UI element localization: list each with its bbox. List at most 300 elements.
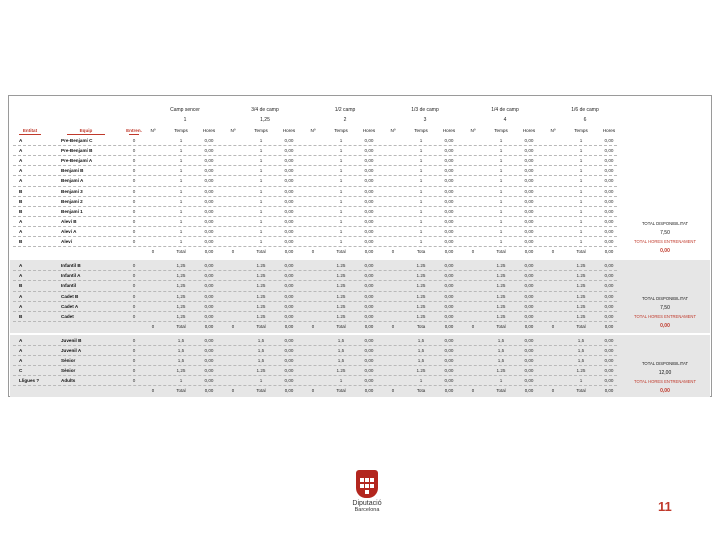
group-title: 3/4 de camp [251,107,279,113]
table-cell-temps: 1,5 [577,337,585,343]
diputacio-emblem-icon [356,470,378,498]
table-cell-hores: 0,00 [364,158,374,164]
total-label: Tota [416,323,426,329]
table-cell-temps: 1 [579,208,583,214]
table-cell-entitat: B [19,198,23,204]
table-cell-entren: 0 [132,168,136,174]
table-cell-hores: 0,00 [524,158,534,164]
table-cell-temps: 1.25 [256,293,266,299]
total-num: 0 [471,323,475,329]
table-cell-entren: 0 [132,178,136,184]
table-cell-entitat: A [19,337,23,343]
table-cell-entitat: B [19,313,23,319]
table-cell-temps: 1 [179,158,183,164]
total-label: Total [496,249,506,255]
table-cell-temps: 1 [499,239,503,244]
table-cell-hores: 0,00 [204,348,214,353]
table-cell-temps: 1 [579,168,583,174]
table-cell-temps: 1.25 [576,273,586,279]
row-divider [13,301,617,302]
table-cell-hores: 0,00 [364,368,374,374]
total-num: 0 [471,249,475,255]
table-cell-temps: 1.25 [496,263,506,269]
table-cell-temps: 1 [499,378,503,384]
table-cell-entitat: A [19,303,23,309]
table-cell-hores: 0,00 [284,283,294,289]
total-hores: 0,00 [284,249,294,255]
table-cell-temps: 1 [179,138,183,143]
table-cell-temps: 1 [419,188,423,194]
table-cell-hores: 0,00 [364,263,374,269]
col-header-hores: Hores [362,128,376,133]
table-cell-hores: 0,00 [284,273,294,279]
table-cell-temps: 1 [499,178,503,184]
diputacio-logo [347,470,387,526]
total-label: Total [176,249,186,255]
col-header-hores: Hores [282,128,296,133]
table-cell-hores: 0,00 [524,368,534,374]
table-cell-entren: 0 [132,198,136,204]
table-cell-hores: 0,00 [444,228,454,234]
total-entrenament-label: TOTAL HORES ENTRENAMENT [633,313,697,319]
table-cell-hores: 0,00 [524,138,534,143]
table-cell-hores: 0,00 [204,283,214,289]
row-divider [13,246,617,247]
table-cell-temps: 1 [499,198,503,204]
total-num: 0 [391,323,395,329]
table-cell-temps: 1.25 [496,273,506,279]
table-cell-temps: 1,5 [177,348,185,353]
table-cell-hores: 0,00 [284,148,294,154]
table-cell-entitat: B [19,188,23,194]
table-cell-temps: 1 [579,228,583,234]
table-cell-hores: 0,00 [524,348,534,353]
row-divider [13,196,617,197]
col-header-temps: Temps [574,128,588,133]
table-cell-hores: 0,00 [604,358,614,364]
table-cell-hores: 0,00 [284,188,294,194]
table-cell-temps: 1.25 [416,313,426,319]
table-cell-hores: 0,00 [444,303,454,309]
table-cell-temps: 1 [179,378,183,384]
total-num: 0 [151,249,155,255]
total-hores: 0,00 [444,249,454,255]
total-hores: 0,00 [204,388,214,394]
table-cell-temps: 1 [499,148,503,154]
table-cell-entren: 0 [132,148,136,154]
table-cell-hores: 0,00 [444,218,454,224]
table-cell-entitat: B [19,208,23,214]
group-divisor: 1,25 [260,117,270,123]
table-cell-temps: 1 [179,228,183,234]
table-cell-entitat: B [19,283,23,289]
table-cell-hores: 0,00 [524,228,534,234]
table-cell-hores: 0,00 [204,208,214,214]
table-cell-temps: 1 [259,228,263,234]
table-cell-temps: 1 [579,178,583,184]
table-cell-hores: 0,00 [284,178,294,184]
table-cell-entren: 0 [132,368,136,374]
table-cell-equip: Cadet B [61,293,79,299]
table-cell-temps: 1.25 [336,368,346,374]
table-cell-temps: 1 [419,138,423,143]
table-cell-equip: Pre-Benjamí A [61,158,93,164]
row-divider [13,216,617,217]
table-cell-entren: 0 [132,378,136,384]
table-cell-hores: 0,00 [204,303,214,309]
table-cell-temps: 1 [419,178,423,184]
table-cell-hores: 0,00 [284,313,294,319]
table-cell-hores: 0,00 [364,313,374,319]
table-cell-hores: 0,00 [444,293,454,299]
row-divider [13,355,617,356]
table-cell-hores: 0,00 [204,178,214,184]
total-num: 0 [551,323,555,329]
table-cell-hores: 0,00 [204,158,214,164]
table-cell-temps: 1,25 [176,263,186,269]
col-header-temps: Temps [254,128,268,133]
table-cell-hores: 0,00 [604,148,614,154]
row-divider [13,186,617,187]
table-cell-hores: 0,00 [284,228,294,234]
table-cell-entitat: A [19,158,23,164]
table-cell-hores: 0,00 [364,138,374,143]
row-divider [13,345,617,346]
table-cell-hores: 0,00 [444,138,454,143]
table-cell-hores: 0,00 [444,313,454,319]
table-cell-temps: 1 [419,239,423,244]
table-cell-temps: 1,25 [176,283,186,289]
table-cell-temps: 1.25 [336,263,346,269]
total-label: Total [336,323,346,329]
table-cell-temps: 1.25 [416,273,426,279]
table-cell-hores: 0,00 [524,337,534,343]
total-label: Total [176,323,186,329]
table-cell-temps: 1,5 [577,348,585,353]
table-cell-equip: Sènior [61,368,76,374]
table-cell-hores: 0,00 [364,228,374,234]
table-cell-temps: 1 [179,148,183,154]
table-cell-temps: 1.25 [256,263,266,269]
total-label: Total [496,323,506,329]
table-cell-temps: 1 [179,188,183,194]
table-cell-entitat: A [19,348,23,353]
table-cell-hores: 0,00 [204,368,214,374]
col-header-num: Nº [230,128,236,133]
table-cell-hores: 0,00 [364,348,374,353]
table-cell-hores: 0,00 [524,178,534,184]
table-cell-hores: 0,00 [604,208,614,214]
total-num: 0 [311,323,315,329]
table-cell-temps: 1,25 [176,293,186,299]
table-cell-hores: 0,00 [204,358,214,364]
row-divider [13,165,617,166]
row-divider [13,145,617,146]
table-cell-hores: 0,00 [364,168,374,174]
table-cell-temps: 1 [339,168,343,174]
row-divider [13,375,617,376]
table-cell-hores: 0,00 [444,273,454,279]
table-cell-temps: 1 [419,218,423,224]
table-cell-hores: 0,00 [604,218,614,224]
table-cell-hores: 0,00 [204,228,214,234]
table-cell-entitat: B [19,239,23,244]
table-cell-hores: 0,00 [204,168,214,174]
total-num: 0 [231,249,235,255]
total-label: Total [256,323,266,329]
table-cell-hores: 0,00 [524,303,534,309]
table-cell-hores: 0,00 [524,208,534,214]
table-cell-entren: 0 [132,358,136,364]
table-cell-hores: 0,00 [364,208,374,214]
table-cell-hores: 0,00 [604,303,614,309]
table-cell-temps: 1,5 [417,348,425,353]
table-cell-temps: 1 [499,138,503,143]
total-num: 0 [151,323,155,329]
table-cell-hores: 0,00 [364,178,374,184]
col-header-equip: Equip [79,128,93,133]
table-cell-hores: 0,00 [284,198,294,204]
table-cell-temps: 1.25 [256,313,266,319]
table-cell-temps: 1 [419,378,423,384]
table-cell-hores: 0,00 [604,378,614,384]
table-cell-hores: 0,00 [444,198,454,204]
table-cell-temps: 1.25 [336,303,346,309]
table-cell-temps: 1.25 [496,293,506,299]
table-cell-hores: 0,00 [204,337,214,343]
table-cell-temps: 1,5 [337,358,345,364]
table-cell-hores: 0,00 [524,148,534,154]
table-cell-temps: 1,25 [176,313,186,319]
row-divider [13,236,617,237]
total-label: Total [336,388,346,394]
table-cell-hores: 0,00 [204,218,214,224]
table-cell-hores: 0,00 [524,358,534,364]
table-cell-hores: 0,00 [524,273,534,279]
table-cell-hores: 0,00 [204,148,214,154]
col-header-num: Nº [310,128,316,133]
table-cell-hores: 0,00 [524,239,534,244]
table-cell-temps: 1 [419,148,423,154]
table-cell-equip: Pre-Benjamí B [61,148,93,154]
table-cell-entren: 0 [132,283,136,289]
table-cell-temps: 1 [579,239,583,244]
table-cell-temps: 1.25 [416,368,426,374]
table-cell-hores: 0,00 [284,368,294,374]
total-num: 0 [391,388,395,394]
table-cell-hores: 0,00 [604,138,614,143]
table-cell-temps: 1 [499,168,503,174]
table-cell-entitat: A [19,148,23,154]
table-cell-hores: 0,00 [604,273,614,279]
table-cell-temps: 1 [259,208,263,214]
table-cell-temps: 1.25 [256,283,266,289]
table-cell-hores: 0,00 [524,313,534,319]
table-cell-hores: 0,00 [444,178,454,184]
table-cell-hores: 0,00 [444,337,454,343]
table-cell-hores: 0,00 [284,263,294,269]
group-title: 1/4 de camp [491,107,519,113]
total-hores: 0,00 [524,249,534,255]
total-entrenament-value: 0,00 [660,322,670,329]
total-label: Total [576,323,586,329]
spreadsheet-table [8,95,712,397]
col-header-entitat: Entitat [22,128,38,133]
table-cell-temps: 1 [259,168,263,174]
table-cell-temps: 1 [339,158,343,164]
total-label: Tota [416,388,426,394]
table-cell-hores: 0,00 [204,198,214,204]
table-cell-hores: 0,00 [444,358,454,364]
total-hores: 0,00 [364,323,374,329]
table-cell-hores: 0,00 [604,198,614,204]
row-divider [13,365,617,366]
row-divider [13,385,617,386]
table-cell-hores: 0,00 [524,293,534,299]
table-cell-equip: Aleví [61,239,72,244]
total-hores: 0,00 [604,388,614,394]
table-cell-equip: Juvenil A [61,348,82,353]
total-num: 0 [311,388,315,394]
total-label: Total [176,388,186,394]
total-hores: 0,00 [524,323,534,329]
header-underline [129,134,139,135]
group-divisor: 6 [583,117,587,123]
group-title: 1/3 de camp [411,107,439,113]
table-cell-hores: 0,00 [444,208,454,214]
table-cell-hores: 0,00 [604,239,614,244]
table-cell-equip: Infantil A [61,273,81,279]
table-cell-entren: 0 [132,218,136,224]
row-divider [13,175,617,176]
table-cell-equip: Benjamí 2 [61,198,83,204]
table-cell-equip: Adults [61,378,76,384]
table-cell-temps: 1,5 [257,358,265,364]
table-cell-hores: 0,00 [524,168,534,174]
table-cell-hores: 0,00 [444,368,454,374]
total-disponibilitat-value: 7,50 [660,304,670,311]
total-hores: 0,00 [364,388,374,394]
table-cell-temps: 1.25 [576,263,586,269]
table-cell-hores: 0,00 [524,198,534,204]
table-cell-temps: 1,5 [177,337,185,343]
total-hores: 0,00 [444,323,454,329]
table-cell-temps: 1,5 [257,337,265,343]
table-cell-temps: 1 [579,148,583,154]
table-cell-entren: 0 [132,273,136,279]
total-disponibilitat-value: 12,00 [658,369,672,376]
table-cell-temps: 1,25 [176,303,186,309]
table-cell-temps: 1 [339,378,343,384]
table-cell-entitat: A [19,178,23,184]
table-cell-temps: 1 [579,198,583,204]
table-cell-hores: 0,00 [444,188,454,194]
col-header-num: Nº [150,128,156,133]
table-cell-hores: 0,00 [524,283,534,289]
table-cell-temps: 1,5 [337,337,345,343]
table-cell-temps: 1 [339,208,343,214]
table-cell-equip: Juvenil B [61,337,82,343]
table-cell-hores: 0,00 [604,178,614,184]
table-cell-hores: 0,00 [364,283,374,289]
group-title: 1/6 de camp [571,107,599,113]
table-cell-temps: 1.25 [576,313,586,319]
table-cell-entitat: A [19,263,23,269]
table-cell-hores: 0,00 [204,313,214,319]
table-cell-entitat: Lligues ? [19,378,40,384]
table-cell-temps: 1.25 [416,293,426,299]
header-underline [19,134,41,135]
table-cell-entren: 0 [132,263,136,269]
col-header-num: Nº [550,128,556,133]
table-cell-temps: 1,5 [577,358,585,364]
table-cell-entitat: A [19,218,23,224]
total-label: Total [576,388,586,394]
total-num: 0 [231,388,235,394]
table-cell-hores: 0,00 [604,337,614,343]
table-cell-temps: 1.25 [416,263,426,269]
table-cell-temps: 1.25 [256,368,266,374]
table-cell-temps: 1 [579,158,583,164]
table-cell-hores: 0,00 [444,348,454,353]
table-cell-entren: 0 [132,337,136,343]
row-divider [13,311,617,312]
table-cell-hores: 0,00 [204,239,214,244]
total-num: 0 [471,388,475,394]
table-cell-equip: Aleví A [61,228,77,234]
table-cell-hores: 0,00 [444,283,454,289]
table-cell-temps: 1.25 [416,283,426,289]
table-cell-temps: 1 [419,198,423,204]
table-cell-hores: 0,00 [444,378,454,384]
table-cell-entren: 0 [132,158,136,164]
table-cell-temps: 1 [259,239,263,244]
total-hores: 0,00 [604,323,614,329]
total-entrenament-label: TOTAL HORES ENTRENAMENT [633,239,697,245]
table-cell-temps: 1 [499,158,503,164]
total-hores: 0,00 [204,249,214,255]
header-underline [67,134,105,135]
table-cell-temps: 1.25 [336,293,346,299]
table-cell-hores: 0,00 [604,158,614,164]
table-cell-temps: 1,5 [417,358,425,364]
table-cell-entren: 0 [132,313,136,319]
table-cell-temps: 1.25 [496,283,506,289]
table-cell-temps: 1 [179,218,183,224]
total-label: Total [256,249,266,255]
table-cell-equip: Benjamí 1 [61,208,83,214]
table-cell-hores: 0,00 [284,303,294,309]
table-cell-entitat: C [19,368,23,374]
total-hores: 0,00 [604,249,614,255]
table-cell-temps: 1 [339,138,343,143]
table-cell-temps: 1 [579,188,583,194]
table-cell-hores: 0,00 [284,158,294,164]
table-cell-entitat: A [19,228,23,234]
table-cell-entitat: A [19,273,23,279]
table-cell-temps: 1,5 [257,348,265,353]
table-cell-entren: 0 [132,208,136,214]
total-hores: 0,00 [524,388,534,394]
table-cell-temps: 1.25 [576,303,586,309]
col-header-temps: Temps [334,128,348,133]
table-cell-hores: 0,00 [284,293,294,299]
table-cell-hores: 0,00 [604,348,614,353]
col-header-num: Nº [470,128,476,133]
total-hores: 0,00 [364,249,374,255]
table-cell-temps: 1 [179,178,183,184]
table-cell-hores: 0,00 [604,313,614,319]
